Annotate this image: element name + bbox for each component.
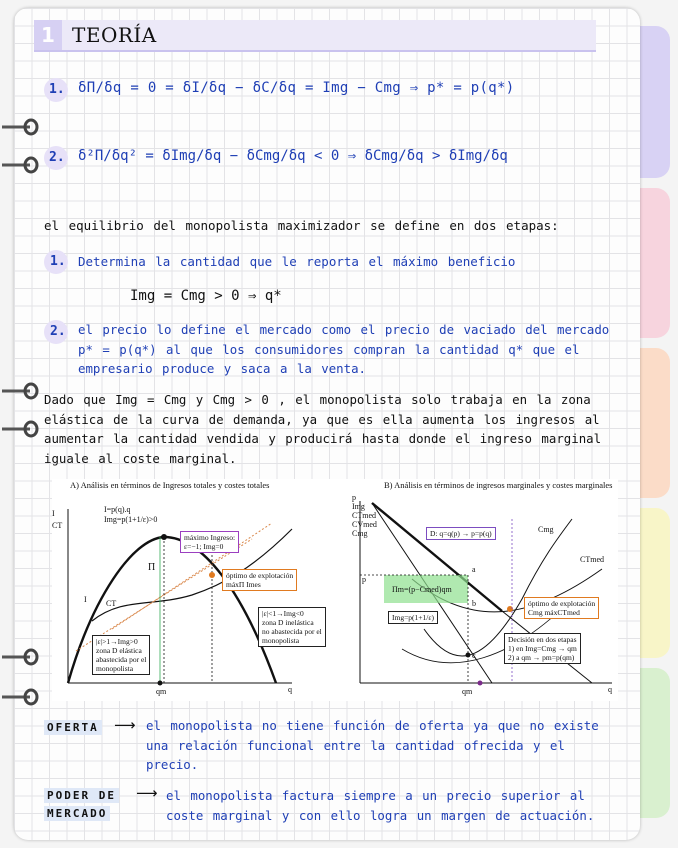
oferta-label: OFERTA <box>44 720 102 735</box>
section-title: TEORÍA <box>72 23 157 47</box>
fig-b-y4: CVmed <box>352 520 377 529</box>
poder-label-2: MERCADO <box>44 806 110 821</box>
condition-formula: Img = Cmg > 0 ⇒ q* <box>130 288 282 304</box>
step-1-number: 1. <box>50 254 66 269</box>
fig-a-ylabel-ct: CT <box>52 521 63 530</box>
fig-b-demand-box <box>426 527 496 540</box>
fig-a-opt-box <box>222 569 297 591</box>
fig-b-c: c <box>472 651 476 660</box>
formula-2-number: 2. <box>49 150 65 165</box>
fig-a-zone2: |ε|<1→Img<0 <box>262 609 304 618</box>
step-1-text: Determina la cantidad que le reporta el máximo beneficio <box>78 254 516 269</box>
fig-b-demand: D: q=q(p) → p=p(q) <box>430 529 492 538</box>
intro-text: el equilibrio del monopolista maximizador se define en dos etapas: <box>44 218 559 233</box>
fig-a-eq1: I=p(q).q <box>104 505 131 514</box>
fig-b-dec1: 1) en Img=Cmg → qm <box>508 644 577 653</box>
fig-b-y3: CTmed <box>352 511 376 520</box>
fig-a-zone2-box <box>258 607 326 647</box>
fig-b-y2: Img <box>352 502 365 511</box>
poder-label-1: PODER DE <box>44 788 119 803</box>
fig-a-opt: óptimo de explotación <box>226 571 294 580</box>
binder-ring <box>0 382 40 400</box>
binder-ring <box>0 156 40 174</box>
section-number: 1 <box>34 20 62 50</box>
fig-a-zone1: |ε|>1→Img>0 <box>96 637 138 646</box>
binder-ring <box>0 688 40 706</box>
fig-b-title: B) Análisis en términos de ingresos marginales y costes marginales <box>384 480 613 490</box>
binder-ring <box>0 118 40 136</box>
fig-a-max-box <box>180 531 239 553</box>
fig-a-zone2b: zona D inelástica <box>262 618 314 627</box>
fig-a-eq2: Img=p(1+1/ε)>0 <box>104 515 158 524</box>
fig-b-opt: óptimo de explotación <box>528 599 596 608</box>
fig-b-p: p <box>362 575 366 584</box>
fig-b-y5: Cmg <box>352 529 368 538</box>
fig-a-max: máximo Ingreso: <box>184 533 236 542</box>
fig-b-decision-box <box>504 633 581 664</box>
fig-a-opt2: máxΠ Imes <box>226 580 261 589</box>
step-2-text: el precio lo define el mercado como el precio de vaciado del mercado p* = p(q*) al que los consumidores compran la cantidad q* que el empresario produce y saca a la venta. <box>78 322 610 376</box>
fig-a-zone2d: monopolista <box>262 636 300 645</box>
fig-b-cmg: Cmg <box>538 525 554 534</box>
monopoly-figure <box>52 479 618 701</box>
fig-b-b: b <box>472 599 476 608</box>
fig-a-i: I <box>84 595 87 604</box>
fig-b-qm: qm <box>462 687 473 696</box>
fig-a-max2: ε=−1; Img=0 <box>184 542 224 551</box>
fig-a-zone1c: abastecida por el <box>96 655 147 664</box>
poder-arrow: ⟶ <box>136 784 158 802</box>
fig-b-dec: Decisión en dos etapas <box>508 635 577 644</box>
fig-a-qm: qm <box>156 687 167 696</box>
fig-b-ctmed: CTmed <box>580 555 604 564</box>
fig-a-zone1-box <box>92 635 150 675</box>
fig-b-y1: p <box>352 493 356 502</box>
oferta-arrow: ⟶ <box>114 716 136 734</box>
formula-1-number: 1. <box>49 82 65 97</box>
fig-b-q: q <box>608 685 612 694</box>
fig-a-zone1d: monopolista <box>96 664 134 673</box>
fig-b-img-box <box>388 611 438 624</box>
fig-a-q: q <box>288 685 292 694</box>
fig-b-pi: Πm=(p−Cmed)qm <box>392 585 452 594</box>
fig-a-title: A) Análisis en términos de Ingresos totales y costes totales <box>70 480 270 490</box>
fig-a-zone2c: no abastecida por el <box>262 627 322 636</box>
fig-b-img: Img=p(1+1/ε) <box>392 613 435 622</box>
fig-a-ylabel-i: I <box>52 509 55 518</box>
fig-b-opt-box <box>524 597 599 619</box>
fig-b-dec2: 2) a qm → pm=p(qm) <box>508 653 575 662</box>
fig-a-zone1b: zona D elástica <box>96 646 142 655</box>
formula-2: δ²Π/δq² = δImg/δq − δCmg/δq < 0 ⇒ δCmg/δq > δImg/δq <box>78 148 508 164</box>
fig-a-pi: Π <box>148 562 156 573</box>
explanation-paragraph: Dado que Img = Cmg y Cmg > 0 , el monopolista solo trabaja en la zona elástica de la curva de demanda, ya que es ella aumenta los ingresos al aumentar la cantidad vendida y producirá hasta donde el ingreso marginal iguale al coste marginal. <box>44 392 602 466</box>
binder-ring <box>0 420 40 438</box>
fig-b-a: a <box>472 565 476 574</box>
formula-1: δΠ/δq = 0 = δI/δq − δC/δq = Img − Cmg ⇒ p* = p(q*) <box>78 80 515 96</box>
fig-a-ct: CT <box>106 599 117 608</box>
step-2-number: 2. <box>50 324 66 339</box>
binder-ring <box>0 648 40 666</box>
poder-text: el monopolista factura siempre a un precio superior al coste marginal y con ello logra un margen de actuación. <box>166 788 595 823</box>
fig-b-opt2: Cmg máxCTmed <box>528 608 580 617</box>
oferta-text: el monopolista no tiene función de oferta ya que no existe una relación funcional entre la cantidad ofrecida y el precio. <box>146 718 599 772</box>
